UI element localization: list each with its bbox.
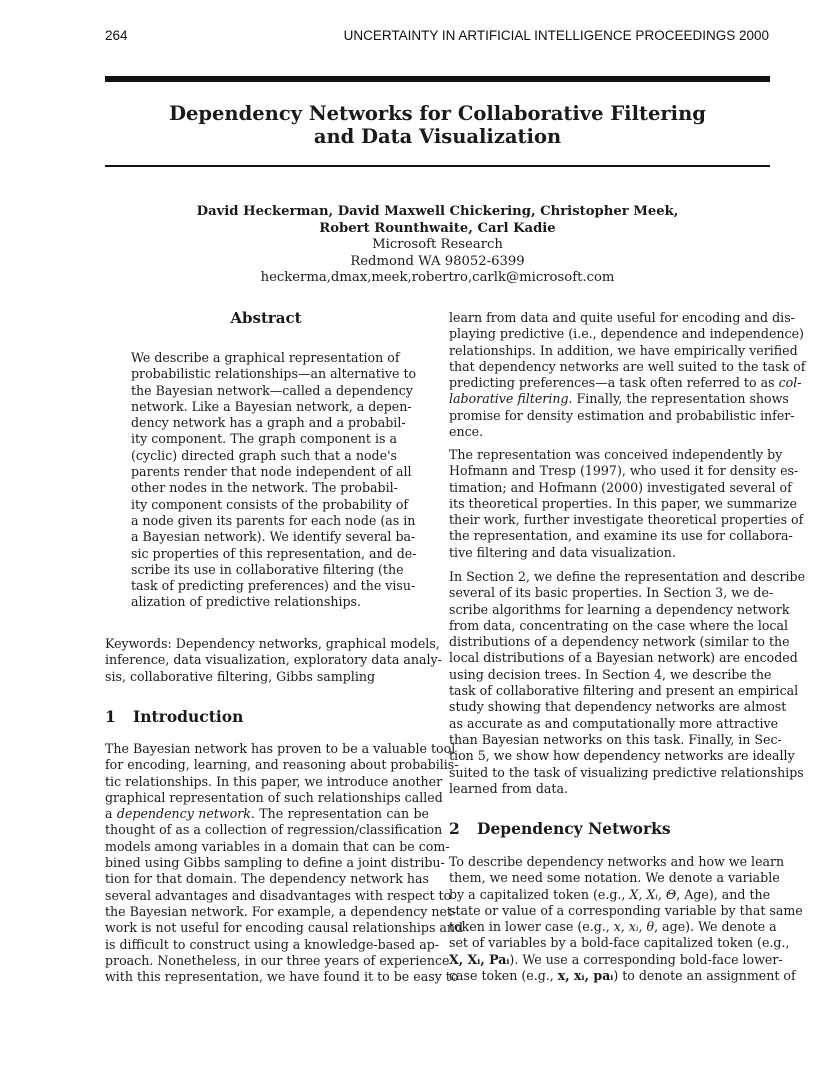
text-line: Hofmann and Tresp (1997), who used it for density es- [449, 463, 799, 479]
text-line: scribe algorithms for learning a dependency network [449, 601, 790, 617]
dependency-networks-body [449, 854, 803, 984]
text-line: dency network has a graph and a probabil- [131, 415, 406, 431]
text-line: relationships. In addition, we have empirically verified [449, 342, 798, 358]
text-line: several of its basic properties. In Section 3, we de- [449, 585, 774, 601]
text-line: their work, further investigate theoretical properties of [449, 512, 804, 528]
text-line: is difficult to construct using a knowledge-based ap- [105, 936, 440, 952]
text-line: suited to the task of visualizing predictive relationships [449, 764, 804, 780]
text-line: the Bayesian network—called a dependency [131, 382, 413, 398]
text-line: timation; and Hofmann (2000) investigated several of [449, 479, 792, 495]
author-block [105, 204, 770, 287]
text-line: tion 5, we show how dependency networks are ideally [449, 748, 795, 764]
text-line: promise for density estimation and probabilistic infer- [449, 407, 795, 423]
text-line: for encoding, learning, and reasoning about probabilis- [105, 757, 459, 773]
text-line: token in lower case (e.g., x, xᵢ, θ, age). We denote a [449, 919, 777, 935]
text-line: them, we need some notation. We denote a variable [449, 870, 780, 886]
text-line: the Bayesian network. For example, a dependency net- [105, 903, 457, 919]
running-head: UNCERTAINTY IN ARTIFICIAL INTELLIGENCE PROCEEDINGS 2000 [343, 28, 769, 43]
paragraph [449, 310, 806, 440]
text-line: that dependency networks are well suited to the task of [449, 358, 806, 374]
text-line: using decision trees. In Section 4, we describe the [449, 666, 772, 682]
text-line: ence. [449, 424, 484, 440]
text-line: The representation was conceived independently by [449, 447, 783, 462]
section-title: Dependency Networks [477, 819, 671, 838]
text-line: several advantages and disadvantages with respect to [105, 887, 452, 903]
text-line: a Bayesian network). We identify several ba- [131, 529, 416, 545]
address: Redmond WA 98052-6399 [350, 253, 525, 269]
text-line: In Section 2, we define the representation and describe [449, 569, 806, 584]
text-line: local distributions of a Bayesian network) are encoded [449, 650, 798, 666]
text-line: distributions of a dependency network (similar to the [449, 634, 790, 650]
text-line: playing predictive (i.e., dependence and independence) [449, 326, 804, 342]
text-line: predicting preferences—a task often referred to as col- [449, 375, 802, 391]
text-line: We describe a graphical representation of [131, 350, 400, 365]
introduction-body [105, 741, 464, 985]
text-line: To describe dependency networks and how we learn [449, 854, 785, 869]
text-line: laborative filtering. Finally, the representation shows [449, 391, 789, 407]
text-line: case token (e.g., x, xᵢ, paᵢ) to denote an assignment of [449, 968, 796, 984]
text-line: tive filtering and data visualization. [449, 544, 676, 560]
text-line: learn from data and quite useful for encoding and dis- [449, 310, 795, 325]
page-number: 264 [105, 28, 128, 43]
text-line: The Bayesian network has proven to be a valuable tool [105, 741, 456, 756]
text-line: by a capitalized token (e.g., X, Xᵢ, Θ, Age), and the [449, 886, 771, 902]
text-line: its theoretical properties. In this paper, we summarize [449, 495, 797, 511]
text-line: ity component consists of the probability of [131, 496, 409, 512]
text-line: study showing that dependency networks are almost [449, 699, 787, 715]
text-line: bined using Gibbs sampling to define a joint distribu- [105, 855, 445, 871]
section-number: 2 [449, 819, 460, 838]
text-line: Keywords: Dependency networks, graphical models, [105, 636, 440, 651]
author-names-line-1: David Heckerman, David Maxwell Chickering, Christopher Meek, [196, 204, 679, 219]
text-line: task of collaborative filtering and present an empirical [449, 683, 799, 699]
text-line: inference, data visualization, exploratory data analy- [105, 652, 442, 668]
text-line: other nodes in the network. The probabil- [131, 480, 398, 496]
paper-title [105, 102, 770, 148]
text-line: ity component. The graph component is a [131, 431, 397, 447]
paragraph [449, 569, 806, 797]
text-line: models among variables in a domain that can be com- [105, 838, 450, 854]
text-line: alization of predictive relationships. [131, 594, 361, 610]
text-line: set of variables by a bold-face capitalized token (e.g., [449, 935, 790, 951]
text-line: network. Like a Bayesian network, a depen- [131, 398, 412, 414]
text-line: proach. Nonetheless, in our three years of experience [105, 952, 450, 968]
text-line: with this representation, we have found it to be easy to [105, 969, 459, 985]
text-line: sic properties of this representation, and de- [131, 545, 417, 561]
text-line: work is not useful for encoding causal relationships and [105, 920, 464, 936]
abstract-heading: Abstract [230, 309, 302, 327]
text-line: the representation, and examine its use for collabora- [449, 528, 793, 544]
email-list: heckerma,dmax,meek,robertro,carlk@microsoft.com [260, 270, 615, 285]
text-line: tic relationships. In this paper, we introduce another [105, 773, 443, 789]
text-line: probabilistic relationships—an alternative to [131, 366, 417, 382]
text-line: state or value of a corresponding variable by that same [449, 902, 803, 918]
section-heading-dependency-networks [449, 819, 671, 838]
abstract-body [131, 350, 417, 611]
text-line: thought of as a collection of regression/classification [105, 822, 443, 838]
text-line: X, Xᵢ, Paᵢ). We use a corresponding bold-face lower- [449, 951, 783, 967]
text-line: tion for that domain. The dependency network has [105, 871, 429, 887]
text-line: scribe its use in collaborative filtering (the [131, 561, 404, 577]
text-line: a dependency network. The representation can be [105, 806, 429, 822]
text-line: from data, concentrating on the case where the local [449, 617, 789, 633]
text-line: task of predicting preferences) and the visu- [131, 578, 416, 594]
text-line: as accurate as and computationally more attractive [449, 715, 779, 731]
text-line: graphical representation of such relationships called [105, 789, 443, 805]
section-title: Introduction [133, 707, 244, 726]
author-names-line-2: Robert Rounthwaite, Carl Kadie [319, 220, 556, 236]
text-line: a node given its parents for each node (as in [131, 512, 416, 528]
title-line-2: and Data Visualization [313, 125, 562, 148]
title-line-1: Dependency Networks for Collaborative Filtering [169, 102, 706, 125]
text-line: (cyclic) directed graph such that a node's [131, 447, 397, 463]
top-rule [105, 76, 770, 82]
text-line: than Bayesian networks on this task. Finally, in Sec- [449, 731, 782, 747]
paragraph [449, 447, 804, 561]
title-rule [105, 165, 770, 167]
text-line: learned from data. [449, 780, 568, 796]
section-heading-introduction [105, 707, 243, 726]
text-line: sis, collaborative filtering, Gibbs sampling [105, 668, 376, 684]
text-line: parents render that node independent of all [131, 464, 412, 480]
section-number: 1 [105, 707, 116, 726]
keywords [105, 636, 442, 685]
affiliation: Microsoft Research [372, 237, 503, 252]
